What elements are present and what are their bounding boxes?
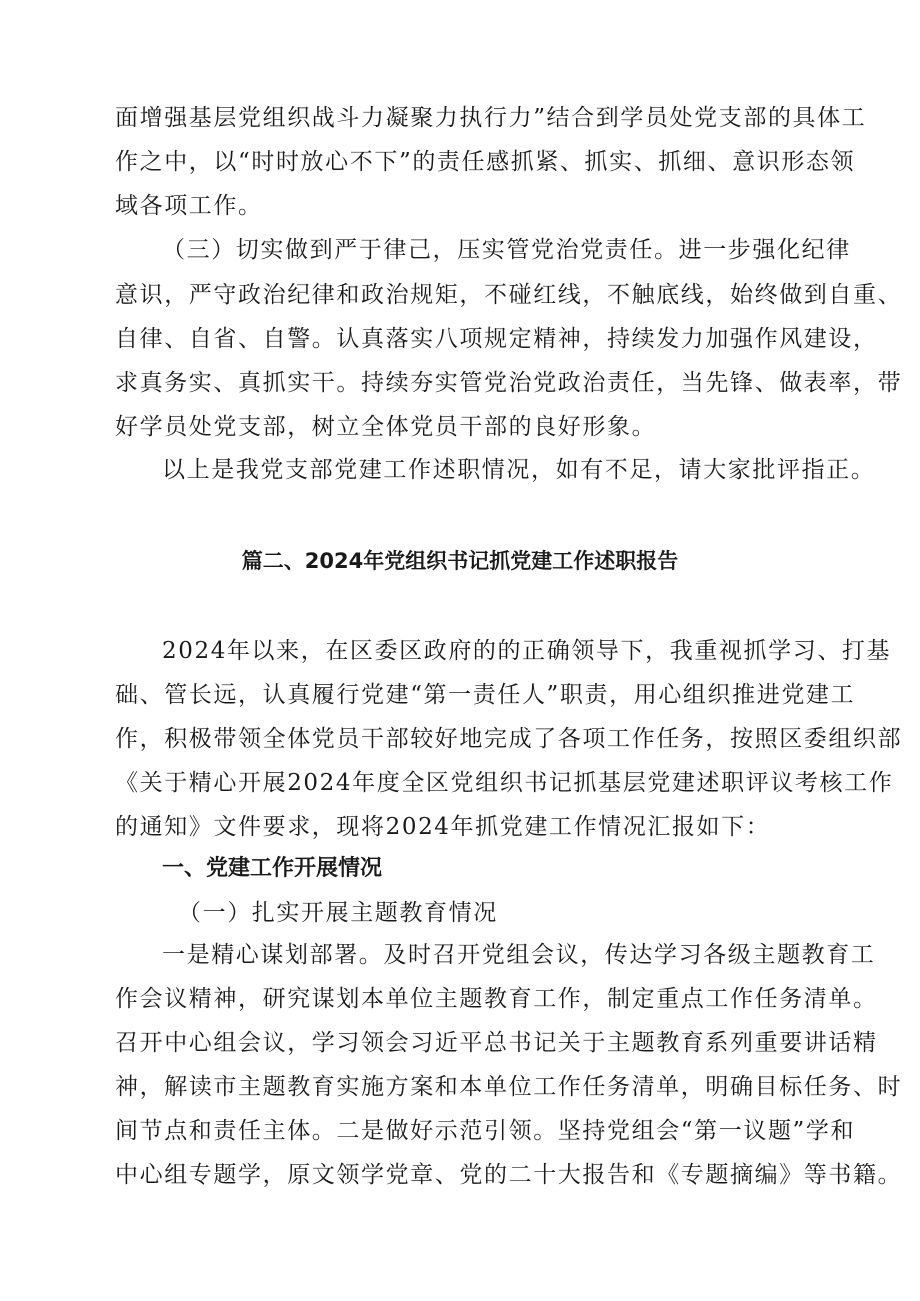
paragraph-line: 础、管长远，认真履行党建“第一责任人”职责，用心组织推进党建工 [115,682,856,708]
paragraph-line: 好学员处党支部，树立全体党员干部的良好形象。 [115,414,657,440]
paragraph-line: 《关于精心开展2024年度全区党组织书记抓基层党建述职评议考核工作 [115,770,894,796]
paragraph-line: 的通知》文件要求，现将2024年抓党建工作情况汇报如下： [115,814,771,840]
paragraph-line: 一是精心谋划部署。及时召开党组会议，传达学习各级主题教育工 [162,942,876,968]
subheading: 一、党建工作开展情况 [162,856,383,881]
paragraph-line: 2024年以来，在区委区政府的的正确领导下，我重视抓学习、打基 [162,638,892,664]
paragraph-line: 面增强基层党组织战斗力凝聚力执行力”结合到学员处党支部的具体工 [115,105,867,131]
subsection-title: （一）扎实开展主题教育情况 [178,900,498,926]
paragraph-line: 域各项工作。 [115,193,263,219]
paragraph-line: 以上是我党支部党建工作述职情况，如有不足，请大家批评指正。 [162,457,876,483]
paragraph-line: 召开中心组会议，学习领会习近平总书记关于主题教育系列重要讲话精 [115,1030,878,1056]
paragraph-line: 自律、自省、自警。认真落实八项规定精神，持续发力加强作风建设， [115,326,878,352]
paragraph-line: 神，解读市主题教育实施方案和本单位工作任务清单，明确目标任务、时 [115,1074,903,1100]
paragraph-line: 中心组专题学，原文领学党章、党的二十大报告和《专题摘编》等书籍。 [115,1162,903,1188]
paragraph-line: 作，积极带领全体党员干部较好地完成了各项工作任务，按照区委组织部 [115,726,903,752]
paragraph-line: 间节点和责任主体。二是做好示范引领。坚持党组会“第一议题”学和 [115,1118,856,1144]
paragraph-line: 作之中，以“时时放心不下”的责任感抓紧、抓实、抓细、意识形态领 [115,149,856,175]
section-title: 篇二、2024年党组织书记抓党建工作述职报告 [241,549,679,573]
paragraph-line: 意识，严守政治纪律和政治规矩，不碰红线，不触底线，始终做到自重、 [115,282,903,308]
paragraph-line: 求真务实、真抓实干。持续夯实管党治党政治责任，当先锋、做表率，带 [115,370,903,396]
paragraph-line: 作会议精神，研究谋划本单位主题教育工作，制定重点工作任务清单。 [115,986,878,1012]
paragraph-line: （三）切实做到严于律己，压实管党治党责任。进一步强化纪律 [162,237,851,263]
